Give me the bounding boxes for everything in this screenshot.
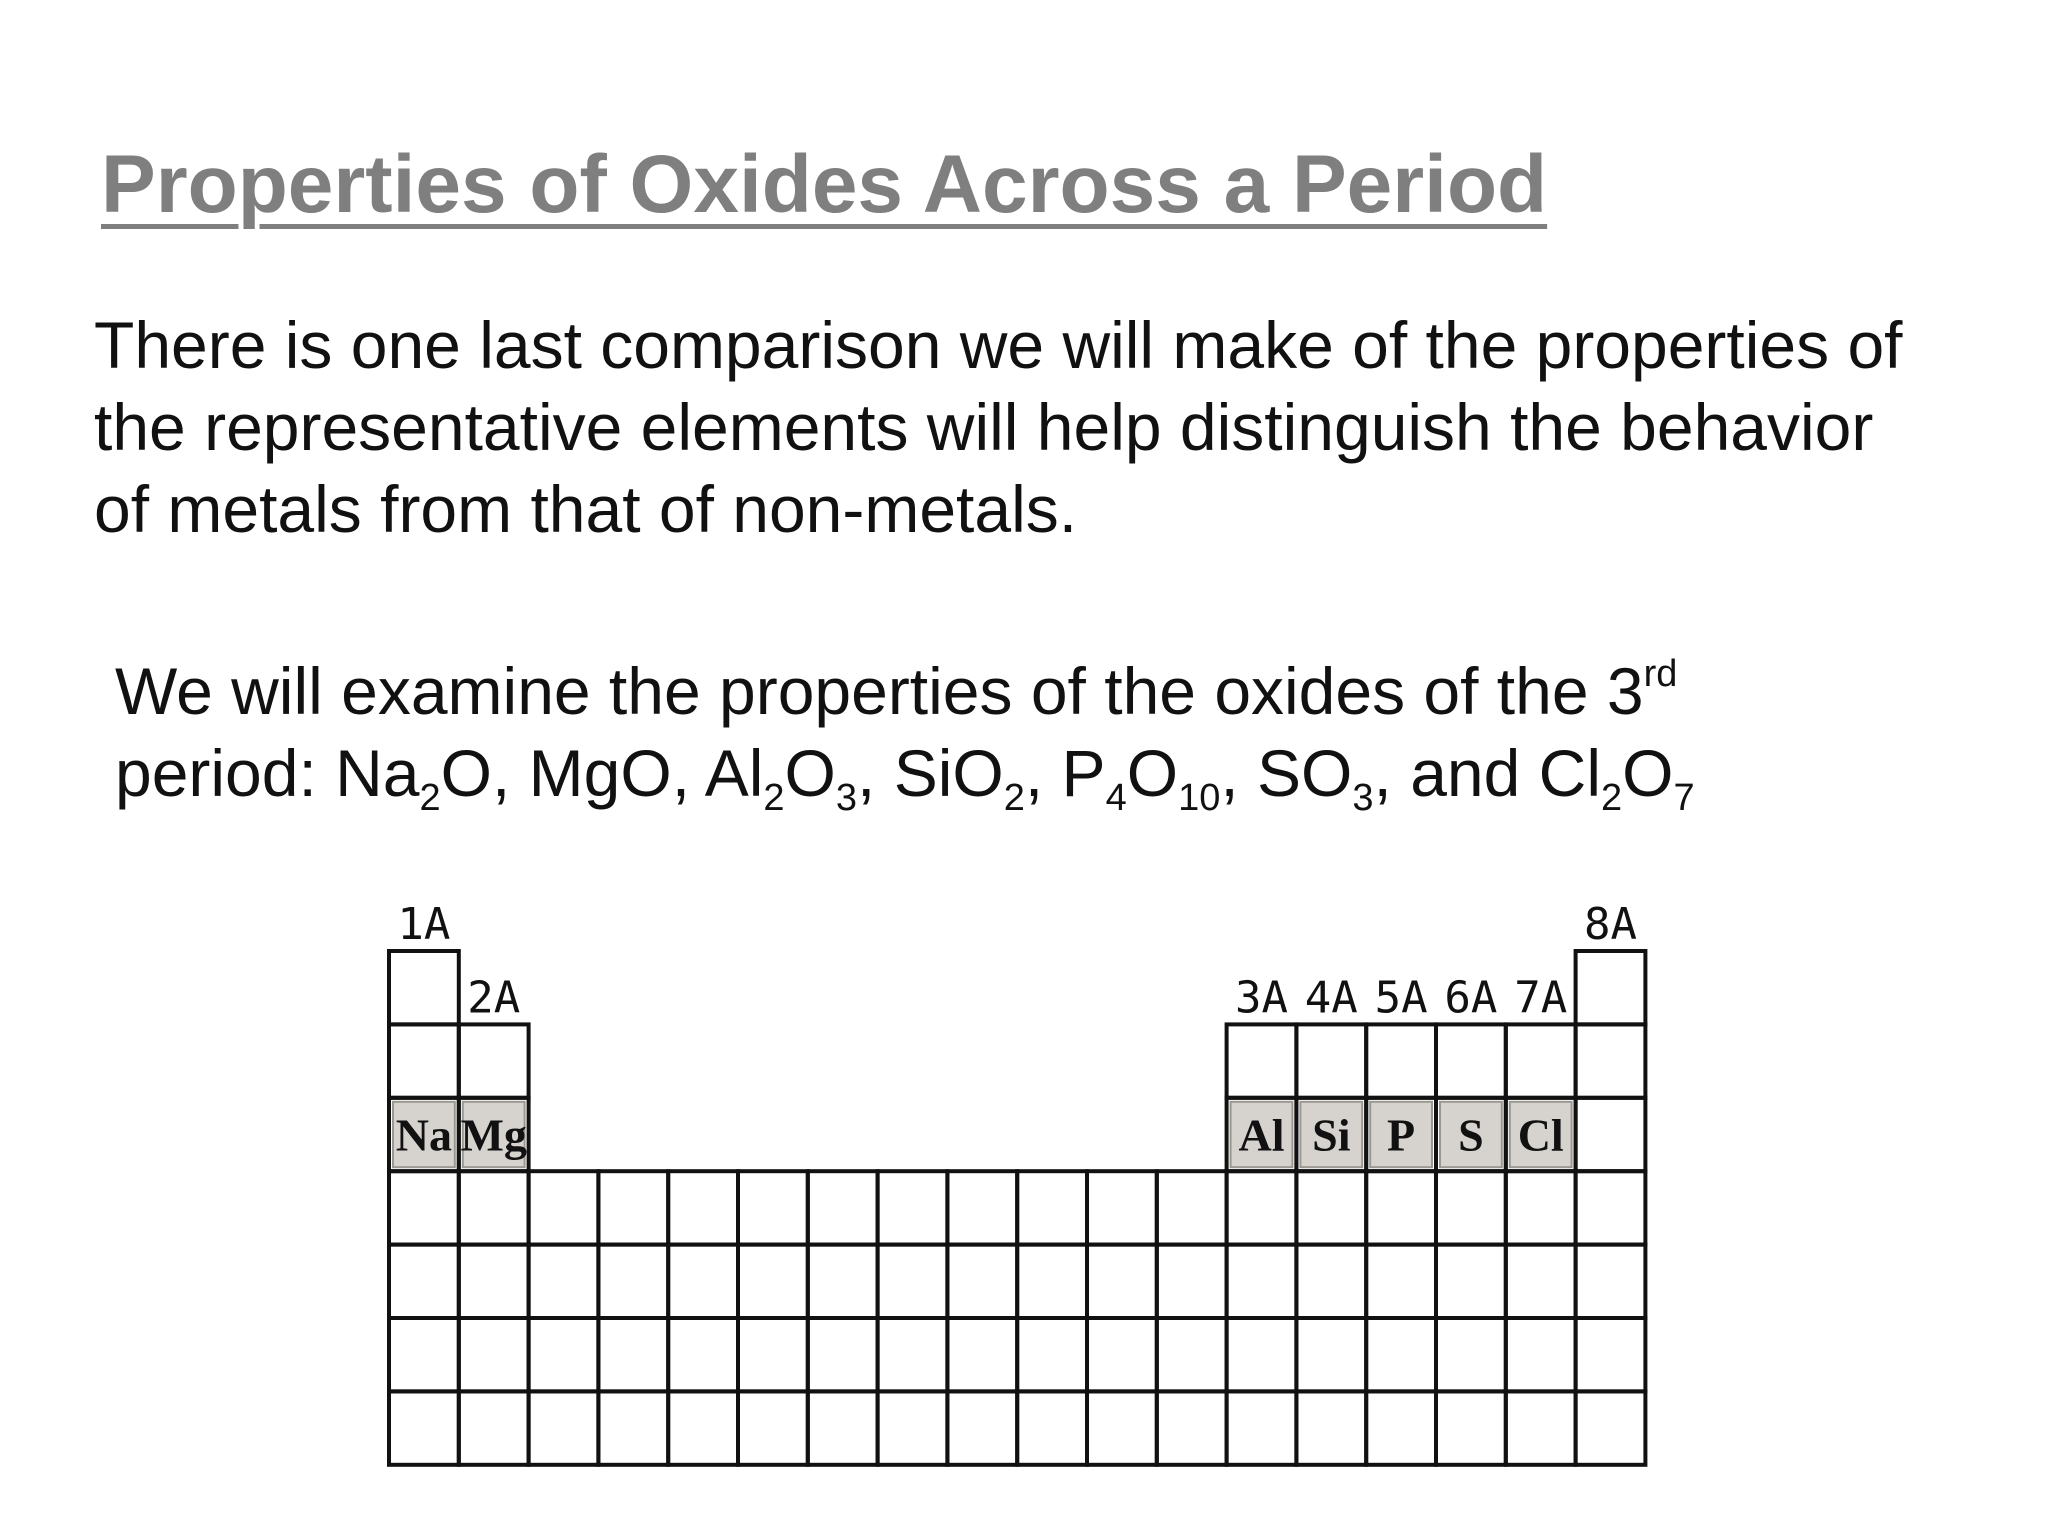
table-cell <box>1087 1245 1157 1318</box>
table-cell <box>1576 1098 1646 1171</box>
table-cell <box>389 1391 459 1464</box>
text-run: , and Cl <box>1373 736 1601 810</box>
subscript: 3 <box>1352 777 1374 819</box>
subscript: 10 <box>1178 777 1221 819</box>
table-cell <box>389 1245 459 1318</box>
text-run: , SiO <box>857 736 1004 810</box>
table-cell <box>1227 1171 1297 1244</box>
table-cell <box>1296 1318 1366 1391</box>
table-cell <box>1296 1245 1366 1318</box>
table-cell <box>1157 1171 1227 1244</box>
subscript: 2 <box>419 777 441 819</box>
table-cell <box>1157 1245 1227 1318</box>
text-run: period: Na <box>115 736 420 810</box>
table-cell <box>738 1318 808 1391</box>
table-cell <box>529 1171 599 1244</box>
table-cell <box>529 1318 599 1391</box>
table-cell <box>878 1318 948 1391</box>
table-cell <box>1506 1171 1576 1244</box>
table-cell <box>1087 1318 1157 1391</box>
text-run: O <box>1126 736 1179 810</box>
intro-line: the representative elements will help distinguish the behavior <box>94 390 1874 464</box>
table-cell <box>1436 1318 1506 1391</box>
table-cell <box>668 1391 738 1464</box>
table-cell <box>668 1318 738 1391</box>
text-run: , SO <box>1220 736 1353 810</box>
element-symbol: Na <box>395 1109 453 1161</box>
table-cell <box>1296 1024 1366 1097</box>
table-cell <box>1227 1318 1297 1391</box>
table-cell <box>668 1245 738 1318</box>
table-cell <box>1366 1391 1436 1464</box>
subscript: 2 <box>1601 777 1623 819</box>
table-cell <box>1576 951 1646 1024</box>
table-cell <box>598 1245 668 1318</box>
table-cell <box>459 1024 529 1097</box>
table-cell <box>1227 1245 1297 1318</box>
table-cell <box>598 1391 668 1464</box>
table-cell <box>1227 1024 1297 1097</box>
table-cell <box>947 1171 1017 1244</box>
table-cell <box>1576 1391 1646 1464</box>
intro-line: There is one last comparison we will make of the properties of <box>94 308 1903 382</box>
table-cell <box>1436 1171 1506 1244</box>
group-label: 2A <box>467 972 521 1024</box>
table-cell <box>1576 1318 1646 1391</box>
subscript: 3 <box>835 777 858 819</box>
table-cell <box>947 1245 1017 1318</box>
table-cell <box>878 1171 948 1244</box>
table-cell <box>459 1391 529 1464</box>
table-cell <box>1227 1391 1297 1464</box>
table-cell <box>1366 1171 1436 1244</box>
table-cell <box>738 1245 808 1318</box>
superscript: rd <box>1643 653 1678 695</box>
text-run: , P <box>1024 736 1106 810</box>
text-run: O <box>784 736 836 810</box>
table-cell <box>1157 1318 1227 1391</box>
table-cell <box>1436 1245 1506 1318</box>
table-cell <box>459 1318 529 1391</box>
text-run: We will examine the properties of the oxides of the 3 <box>115 654 1644 728</box>
table-cell <box>738 1171 808 1244</box>
table-cell <box>389 1171 459 1244</box>
table-cell <box>1436 1024 1506 1097</box>
element-symbol: Cl <box>1517 1109 1564 1161</box>
table-cell <box>389 1024 459 1097</box>
element-symbol: P <box>1387 1109 1416 1161</box>
table-cell <box>1296 1391 1366 1464</box>
table-cell <box>808 1391 878 1464</box>
table-cell <box>389 951 459 1024</box>
group-label: 4A <box>1304 972 1358 1024</box>
table-cell <box>1366 1245 1436 1318</box>
group-label: 6A <box>1444 972 1498 1024</box>
table-cell <box>1506 1024 1576 1097</box>
element-symbol: Al <box>1238 1109 1285 1161</box>
table-cell <box>1017 1171 1087 1244</box>
table-cell <box>598 1171 668 1244</box>
table-cell <box>808 1318 878 1391</box>
table-cell <box>459 1245 529 1318</box>
table-cell <box>1506 1245 1576 1318</box>
table-cell <box>1087 1391 1157 1464</box>
subscript: 2 <box>1003 777 1025 819</box>
table-cell <box>1506 1391 1576 1464</box>
subscript: 2 <box>763 777 785 819</box>
table-cell <box>1576 1245 1646 1318</box>
table-cell <box>1436 1391 1506 1464</box>
subscript: 4 <box>1105 777 1127 819</box>
table-cell <box>878 1245 948 1318</box>
table-cell <box>1366 1024 1436 1097</box>
element-symbol: Si <box>1312 1109 1351 1161</box>
table-cell <box>1366 1318 1436 1391</box>
element-symbol: S <box>1458 1109 1484 1161</box>
table-cell <box>878 1391 948 1464</box>
table-cell <box>1576 1024 1646 1097</box>
text-run: O <box>1622 736 1674 810</box>
table-cell <box>1017 1318 1087 1391</box>
table-cell <box>738 1391 808 1464</box>
group-label: 3A <box>1235 972 1288 1024</box>
table-cell <box>459 1171 529 1244</box>
group-label: 1A <box>397 899 451 950</box>
subscript: 7 <box>1673 777 1695 819</box>
table-cell <box>1296 1171 1366 1244</box>
table-cell <box>668 1171 738 1244</box>
table-cell <box>1087 1171 1157 1244</box>
group-label: 5A <box>1374 972 1428 1024</box>
group-label: 8A <box>1584 899 1637 950</box>
table-cell <box>947 1391 1017 1464</box>
table-cell <box>808 1171 878 1244</box>
table-cell <box>1017 1245 1087 1318</box>
intro-line: of metals from that of non-metals. <box>94 472 1078 546</box>
table-cell <box>529 1391 599 1464</box>
table-cell <box>1576 1171 1646 1244</box>
table-cell <box>1157 1391 1227 1464</box>
table-cell <box>1506 1318 1576 1391</box>
element-symbol: Mg <box>460 1109 527 1161</box>
table-cell <box>947 1318 1017 1391</box>
slide-title: Properties of Oxides Across a Period <box>101 139 1548 230</box>
table-cell <box>598 1318 668 1391</box>
table-cell <box>389 1318 459 1391</box>
table-cell <box>529 1245 599 1318</box>
table-cell <box>808 1245 878 1318</box>
group-label: 7A <box>1514 972 1568 1024</box>
table-cell <box>1017 1391 1087 1464</box>
text-run: O, MgO, Al <box>440 736 764 810</box>
